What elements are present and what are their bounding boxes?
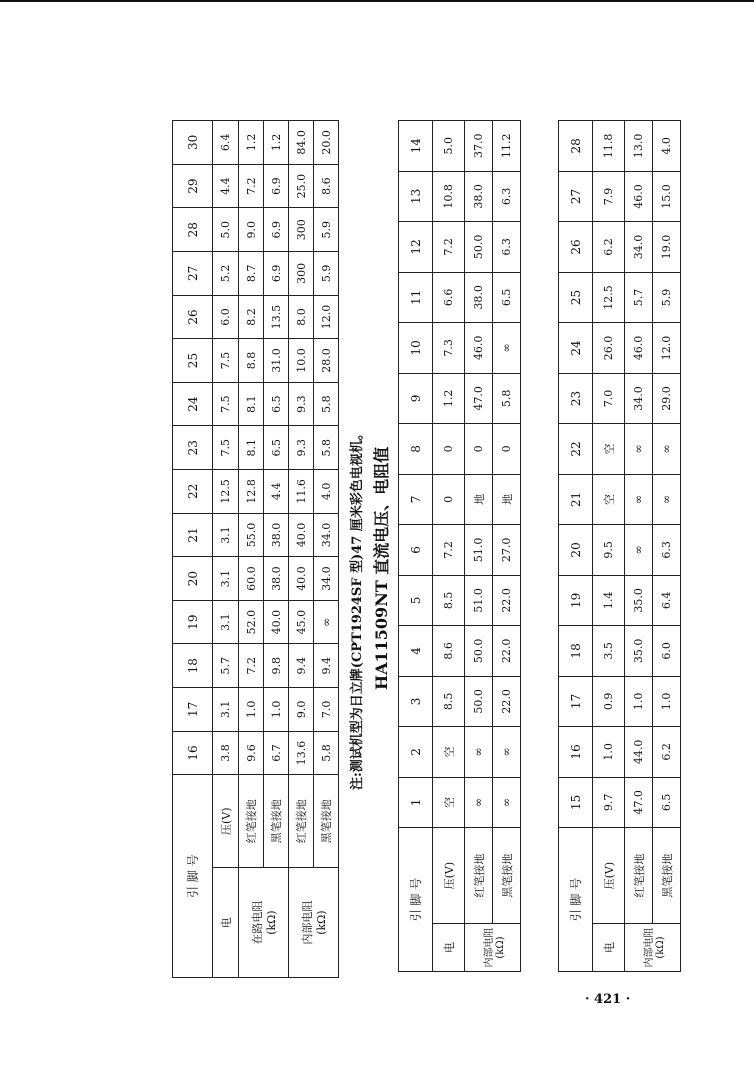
value-cell: 9.0 <box>289 688 314 732</box>
pin-header: 引 脚 号 <box>399 828 433 972</box>
pin-number-cell: 4 <box>399 626 433 677</box>
value-cell: 10.8 <box>433 171 465 222</box>
value-cell: 4.0 <box>653 121 681 172</box>
table-1 <box>172 120 339 978</box>
value-cell: 50.0 <box>465 222 493 273</box>
pin-number-cell: 16 <box>173 731 213 775</box>
value-cell: 6.3 <box>493 222 521 273</box>
value-cell: 5.9 <box>314 252 339 296</box>
value-cell: 9.0 <box>239 208 264 252</box>
voltage-char: 电 <box>213 868 239 978</box>
value-cell: 40.0 <box>289 557 314 601</box>
value-cell: 5.9 <box>653 272 681 323</box>
pin-number-cell: 2 <box>399 727 433 777</box>
value-cell: 地 <box>493 474 521 524</box>
value-cell: 8.1 <box>239 426 264 470</box>
value-cell: 8.7 <box>239 252 264 296</box>
voltage-unit: 压(V) <box>593 828 625 924</box>
value-cell: 9.7 <box>593 777 625 828</box>
value-cell: 6.5 <box>264 382 289 426</box>
pin-number-cell: 3 <box>399 676 433 727</box>
value-cell: 34.0 <box>314 557 339 601</box>
value-cell: 0 <box>493 424 521 474</box>
value-cell: 38.0 <box>264 557 289 601</box>
value-cell: 5.9 <box>314 208 339 252</box>
value-cell: 55.0 <box>239 513 264 557</box>
value-cell: 46.0 <box>625 171 653 222</box>
value-cell: 51.0 <box>465 575 493 626</box>
value-cell: 37.0 <box>465 121 493 172</box>
value-cell: 6.3 <box>493 171 521 222</box>
value-cell: ∞ <box>493 727 521 777</box>
value-cell: 6.4 <box>213 121 239 165</box>
pin-number-cell: 19 <box>173 600 213 644</box>
value-cell: 7.2 <box>433 525 465 576</box>
pin-number-cell: 16 <box>559 727 593 778</box>
value-cell: 6.4 <box>653 575 681 626</box>
value-cell: 34.0 <box>625 222 653 273</box>
value-cell: 45.0 <box>289 600 314 644</box>
value-cell: ∞ <box>625 525 653 576</box>
value-cell: 1.4 <box>593 575 625 626</box>
pin-number-cell: 14 <box>399 121 433 172</box>
value-cell: 5.2 <box>213 252 239 296</box>
value-cell: ∞ <box>493 777 521 827</box>
value-cell: 空 <box>433 727 465 777</box>
value-cell: 52.0 <box>239 600 264 644</box>
value-cell: 38.0 <box>465 171 493 222</box>
voltage-unit: 压(V) <box>213 775 239 868</box>
value-cell: 7.0 <box>314 688 339 732</box>
value-cell: 12.0 <box>653 323 681 374</box>
value-cell: 46.0 <box>465 323 493 374</box>
pin-number-cell: 22 <box>559 424 593 474</box>
black-label: 黑笔接地 <box>264 775 289 868</box>
internal-label: 内部电阻 (kΩ) <box>465 924 521 972</box>
value-cell: 34.0 <box>625 373 653 424</box>
table-note: 注:测试机型为日立牌(CPT1924SF 型)47 厘米彩色电视机。 <box>350 427 365 790</box>
value-cell: 300 <box>289 252 314 296</box>
value-cell: 8.6 <box>314 164 339 208</box>
value-cell: 3.5 <box>593 626 625 677</box>
value-cell: 1.2 <box>239 121 264 165</box>
pin-number-cell: 23 <box>559 373 593 424</box>
value-cell: 1.0 <box>593 727 625 778</box>
value-cell: 6.6 <box>433 272 465 323</box>
onroad-label: 在路电阻 (kΩ) <box>239 868 289 978</box>
pin-number-cell: 26 <box>559 222 593 273</box>
value-cell: 8.0 <box>289 295 314 339</box>
value-cell: 5.8 <box>314 731 339 775</box>
value-cell: 1.0 <box>239 688 264 732</box>
value-cell: 13.6 <box>289 731 314 775</box>
red-label: 红笔接地 <box>289 775 314 868</box>
value-cell: 12.0 <box>314 295 339 339</box>
value-cell: 6.3 <box>653 525 681 576</box>
value-cell: 51.0 <box>465 525 493 576</box>
value-cell: 38.0 <box>264 513 289 557</box>
value-cell: 12.5 <box>593 272 625 323</box>
value-cell: 6.7 <box>264 731 289 775</box>
value-cell: 7.5 <box>213 426 239 470</box>
value-cell: 20.0 <box>314 121 339 165</box>
value-cell: 8.6 <box>433 626 465 677</box>
value-cell: 9.6 <box>239 731 264 775</box>
pin-number-cell: 20 <box>173 557 213 601</box>
pin-number-cell: 27 <box>173 252 213 296</box>
red-label: 红笔接地 <box>465 828 493 924</box>
value-cell: 空 <box>593 474 625 524</box>
value-cell: 6.9 <box>264 208 289 252</box>
value-cell: 9.4 <box>289 644 314 688</box>
pin-number-cell: 26 <box>173 295 213 339</box>
pin-number-cell: 21 <box>559 474 593 524</box>
pin-number-cell: 21 <box>173 513 213 557</box>
value-cell: ∞ <box>465 727 493 777</box>
pin-number-cell: 6 <box>399 525 433 576</box>
value-cell: 35.0 <box>625 575 653 626</box>
page-number: · 421 · <box>585 992 631 1007</box>
pin-number-cell: 24 <box>559 323 593 374</box>
pin-header: 引 脚 号 <box>173 775 213 978</box>
pin-number-cell: 20 <box>559 525 593 576</box>
value-cell: 0 <box>465 424 493 474</box>
value-cell: 地 <box>465 474 493 524</box>
value-cell: 空 <box>593 424 625 474</box>
value-cell: 9.5 <box>593 525 625 576</box>
pin-number-cell: 30 <box>173 121 213 165</box>
value-cell: 5.7 <box>625 272 653 323</box>
pin-number-cell: 15 <box>559 777 593 828</box>
pin-number-cell: 22 <box>173 470 213 514</box>
pin-number-cell: 8 <box>399 424 433 474</box>
value-cell: 13.0 <box>625 121 653 172</box>
value-cell: 8.5 <box>433 575 465 626</box>
value-cell: 29.0 <box>653 373 681 424</box>
value-cell: 84.0 <box>289 121 314 165</box>
value-cell: 1.0 <box>264 688 289 732</box>
value-cell: 3.1 <box>213 513 239 557</box>
value-cell: 5.8 <box>493 373 521 424</box>
value-cell: 13.5 <box>264 295 289 339</box>
value-cell: 26.0 <box>593 323 625 374</box>
value-cell: 4.0 <box>314 470 339 514</box>
internal-label: 内部电阻 (kΩ) <box>289 868 339 978</box>
value-cell: 28.0 <box>314 339 339 383</box>
value-cell: 40.0 <box>289 513 314 557</box>
internal-label: 内部电阻 (kΩ) <box>625 924 681 972</box>
pin-number-cell: 11 <box>399 272 433 323</box>
value-cell: 35.0 <box>625 626 653 677</box>
black-label: 黑笔接地 <box>314 775 339 868</box>
value-cell: ∞ <box>465 777 493 827</box>
value-cell: 300 <box>289 208 314 252</box>
value-cell: 3.1 <box>213 557 239 601</box>
value-cell: 22.0 <box>493 575 521 626</box>
value-cell: 7.5 <box>213 382 239 426</box>
value-cell: 47.0 <box>465 373 493 424</box>
pin-number-cell: 17 <box>559 676 593 727</box>
value-cell: 1.0 <box>625 676 653 727</box>
section-title: HA11509NT 直流电压、电阻值 <box>372 446 391 690</box>
pin-number-cell: 28 <box>173 208 213 252</box>
value-cell: ∞ <box>493 323 521 374</box>
value-cell: 44.0 <box>625 727 653 778</box>
value-cell: 9.8 <box>264 644 289 688</box>
pin-number-cell: 9 <box>399 373 433 424</box>
top-rule <box>0 0 754 2</box>
value-cell: 4.4 <box>213 164 239 208</box>
value-cell: ∞ <box>625 474 653 524</box>
pin-number-cell: 29 <box>173 164 213 208</box>
value-cell: 1.2 <box>264 121 289 165</box>
value-cell: 8.2 <box>239 295 264 339</box>
value-cell: 0 <box>433 474 465 524</box>
pin-number-cell: 10 <box>399 323 433 374</box>
value-cell: 5.7 <box>213 644 239 688</box>
value-cell: 38.0 <box>465 272 493 323</box>
pin-number-cell: 24 <box>173 382 213 426</box>
value-cell: 7.2 <box>433 222 465 273</box>
black-label: 黑笔接地 <box>653 828 681 924</box>
value-cell: 9.3 <box>289 382 314 426</box>
value-cell: ∞ <box>625 424 653 474</box>
pin-header: 引 脚 号 <box>559 828 593 972</box>
value-cell: 15.0 <box>653 171 681 222</box>
value-cell: 7.9 <box>593 171 625 222</box>
value-cell: 19.0 <box>653 222 681 273</box>
value-cell: 3.1 <box>213 688 239 732</box>
value-cell: 47.0 <box>625 777 653 828</box>
value-cell: 7.5 <box>213 339 239 383</box>
value-cell: 5.0 <box>433 121 465 172</box>
pin-number-cell: 7 <box>399 474 433 524</box>
value-cell: 40.0 <box>264 600 289 644</box>
value-cell: 6.5 <box>493 272 521 323</box>
value-cell: 27.0 <box>493 525 521 576</box>
pin-number-cell: 17 <box>173 688 213 732</box>
value-cell: 3.1 <box>213 600 239 644</box>
pin-number-cell: 27 <box>559 171 593 222</box>
pin-number-cell: 1 <box>399 777 433 827</box>
value-cell: 7.3 <box>433 323 465 374</box>
value-cell: ∞ <box>653 474 681 524</box>
value-cell: 7.2 <box>239 164 264 208</box>
voltage-unit: 压(V) <box>433 828 465 924</box>
table-3 <box>558 120 681 972</box>
value-cell: 4.4 <box>264 470 289 514</box>
pin-number-cell: 25 <box>559 272 593 323</box>
pin-number-cell: 28 <box>559 121 593 172</box>
pin-number-cell: 25 <box>173 339 213 383</box>
value-cell: 0 <box>433 424 465 474</box>
value-cell: 11.2 <box>493 121 521 172</box>
value-cell: 5.0 <box>213 208 239 252</box>
value-cell: 1.0 <box>653 676 681 727</box>
value-cell: 1.2 <box>433 373 465 424</box>
value-cell: 空 <box>433 777 465 827</box>
pin-number-cell: 18 <box>173 644 213 688</box>
value-cell: 60.0 <box>239 557 264 601</box>
pin-number-cell: 18 <box>559 626 593 677</box>
value-cell: 3.8 <box>213 731 239 775</box>
value-cell: 8.8 <box>239 339 264 383</box>
red-label: 红笔接地 <box>239 775 264 868</box>
value-cell: 34.0 <box>314 513 339 557</box>
pin-number-cell: 12 <box>399 222 433 273</box>
value-cell: 11.8 <box>593 121 625 172</box>
pin-number-cell: 19 <box>559 575 593 626</box>
value-cell: 6.0 <box>653 626 681 677</box>
value-cell: 9.4 <box>314 644 339 688</box>
voltage-char: 电 <box>433 924 465 972</box>
value-cell: 8.1 <box>239 382 264 426</box>
value-cell: 22.0 <box>493 626 521 677</box>
value-cell: 6.5 <box>264 426 289 470</box>
value-cell: 22.0 <box>493 676 521 727</box>
value-cell: 6.0 <box>213 295 239 339</box>
value-cell: 8.5 <box>433 676 465 727</box>
black-label: 黑笔接地 <box>493 828 521 924</box>
value-cell: 6.9 <box>264 164 289 208</box>
value-cell: 5.8 <box>314 382 339 426</box>
value-cell: 25.0 <box>289 164 314 208</box>
value-cell: 31.0 <box>264 339 289 383</box>
value-cell: 11.6 <box>289 470 314 514</box>
value-cell: 5.8 <box>314 426 339 470</box>
value-cell: 6.5 <box>653 777 681 828</box>
value-cell: 46.0 <box>625 323 653 374</box>
value-cell: 7.0 <box>593 373 625 424</box>
value-cell: 9.3 <box>289 426 314 470</box>
value-cell: 12.8 <box>239 470 264 514</box>
voltage-char: 电 <box>593 924 625 972</box>
pin-number-cell: 5 <box>399 575 433 626</box>
value-cell: 7.2 <box>239 644 264 688</box>
value-cell: 50.0 <box>465 626 493 677</box>
value-cell: 50.0 <box>465 676 493 727</box>
pin-number-cell: 13 <box>399 171 433 222</box>
value-cell: ∞ <box>653 424 681 474</box>
value-cell: 6.2 <box>593 222 625 273</box>
value-cell: 0.9 <box>593 676 625 727</box>
value-cell: 10.0 <box>289 339 314 383</box>
red-label: 红笔接地 <box>625 828 653 924</box>
value-cell: 6.2 <box>653 727 681 778</box>
value-cell: 12.5 <box>213 470 239 514</box>
table-2 <box>398 120 521 972</box>
value-cell: 6.9 <box>264 252 289 296</box>
value-cell: ∞ <box>314 600 339 644</box>
pin-number-cell: 23 <box>173 426 213 470</box>
